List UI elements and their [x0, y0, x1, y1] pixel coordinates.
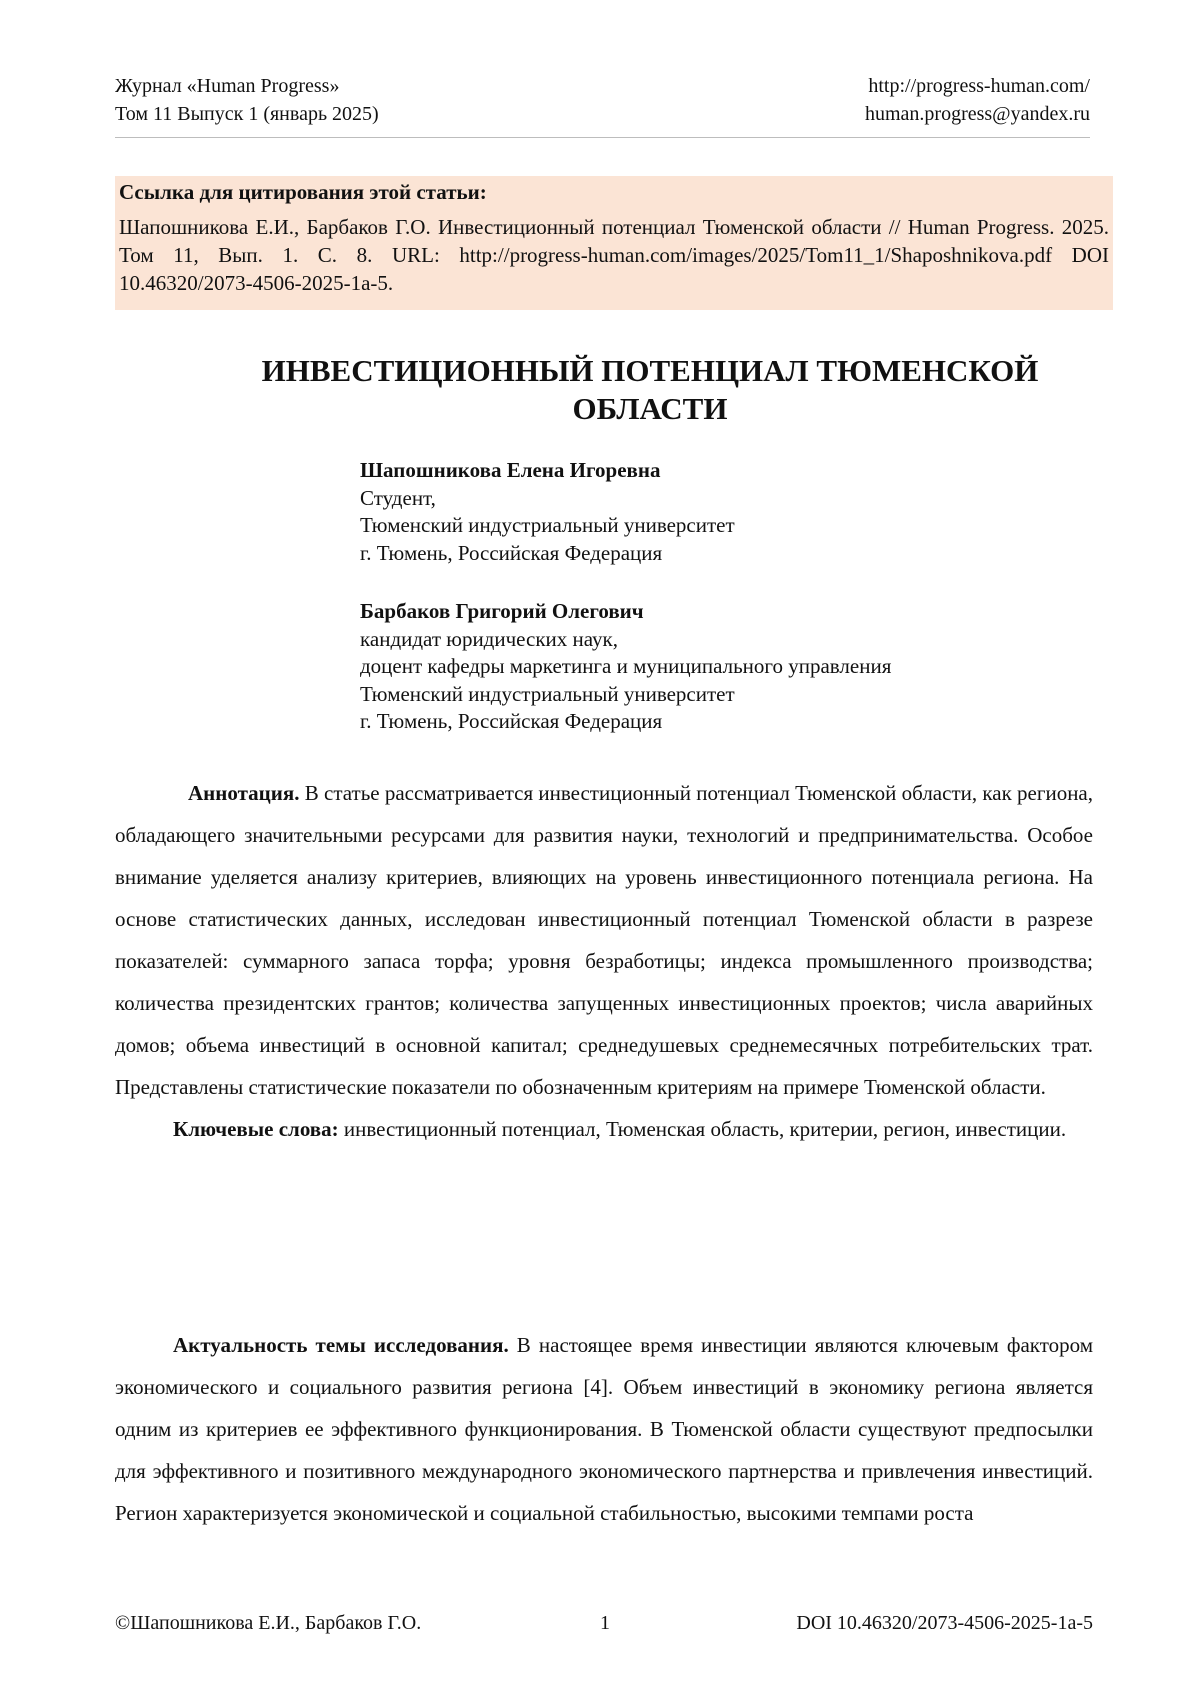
abstract-text: В статье рассматривается инвестиционный потенциал Тюменской области, как региона, обладающего значительными ресурсами для развития науки, технологий и предпринимательства. Особое внимание уделяется анализу критериев, влияющих на уровень инвестиционного потенциала региона. На основе статистических данных, исследован инвестиционный потенциал Тюменской области в разрезе показателей: суммарного запаса торфа; уровня безработицы; индекса промышленного производства; количества президентских грантов; количества запущенных инвестиционных проектов; числа аварийных домов; объема инвестиций в основной капитал; среднедушевых среднемесячных потребительских трат. Представлены статистические показатели по обозначенным критериям на примере Тюменской области.: [115, 781, 1093, 1099]
relevance-section: [115, 1324, 1093, 1534]
author-affiliation: Тюменский индустриальный университет: [360, 513, 735, 537]
footer-doi: DOI 10.46320/2073-4506-2025-1a-5: [796, 1612, 1093, 1634]
keywords-paragraph: [115, 1108, 1093, 1150]
title-line-1: ИНВЕСТИЦИОННЫЙ ПОТЕНЦИАЛ ТЮМЕНСКОЙ: [261, 353, 1039, 388]
abstract-paragraph: [115, 772, 1093, 1108]
author-name: Барбаков Григорий Олегович: [360, 599, 644, 623]
citation-text: Шапошникова Е.И., Барбаков Г.О. Инвестиционный потенциал Тюменской области // Human Progress. 2025. Том 11, Вып. 1. С. 8. URL: http://progress-human.com/images/2025/Tom11_1/Shaposhnikova.pdf DOI 10.46320/2073-4506-2025-1a-5.: [119, 215, 1109, 295]
page-number: 1: [600, 1612, 610, 1634]
journal-email[interactable]: human.progress@yandex.ru: [864, 103, 1090, 125]
keywords-text: инвестиционный потенциал, Тюменская область, критерии, регион, инвестиции.: [338, 1117, 1067, 1141]
footer-copyright: ©Шапошникова Е.И., Барбаков Г.О.: [115, 1612, 422, 1634]
relevance-label: Актуальность темы исследования.: [173, 1333, 509, 1357]
abstract-label: Аннотация.: [188, 781, 300, 805]
author-position: Студент,: [360, 485, 436, 510]
running-header: [115, 72, 1090, 128]
author-name: Шапошникова Елена Игоревна: [360, 458, 661, 482]
citation-box: [115, 176, 1113, 310]
author-degree: кандидат юридических наук,: [360, 626, 618, 651]
article-title: [200, 352, 1100, 428]
keywords-label: Ключевые слова:: [173, 1117, 339, 1141]
journal-name: Журнал «Human Progress»: [115, 75, 340, 97]
journal-url[interactable]: http://progress-human.com/: [868, 75, 1090, 97]
citation-heading: Ссылка для цитирования этой статьи:: [119, 180, 487, 204]
relevance-paragraph: [115, 1324, 1093, 1534]
author-location: г. Тюмень, Российская Федерация: [360, 709, 663, 733]
author-affiliation: Тюменский индустриальный университет: [360, 681, 735, 706]
relevance-text: В настоящее время инвестиции являются ключевым фактором экономического и социального развития региона [4]. Объем инвестиций в экономику региона является одним из критериев ее эффективного функционирования. В Тюменской области существуют предпосылки для эффективного и позитивного международного экономического партнерства и привлечения инвестиций. Регион характеризуется экономической и социальной стабильностью, высокими темпами роста: [115, 1333, 1093, 1525]
author-position: доцент кафедры маркетинга и муниципального управления: [360, 654, 892, 678]
header-divider: [115, 137, 1090, 138]
author-location: г. Тюмень, Российская Федерация: [360, 540, 663, 565]
abstract-section: [115, 772, 1093, 1150]
title-line-2: ОБЛАСТИ: [572, 391, 728, 426]
author-block-1: [360, 457, 735, 567]
author-block-2: [360, 598, 891, 736]
issue-info: Том 11 Выпуск 1 (январь 2025): [115, 103, 379, 125]
